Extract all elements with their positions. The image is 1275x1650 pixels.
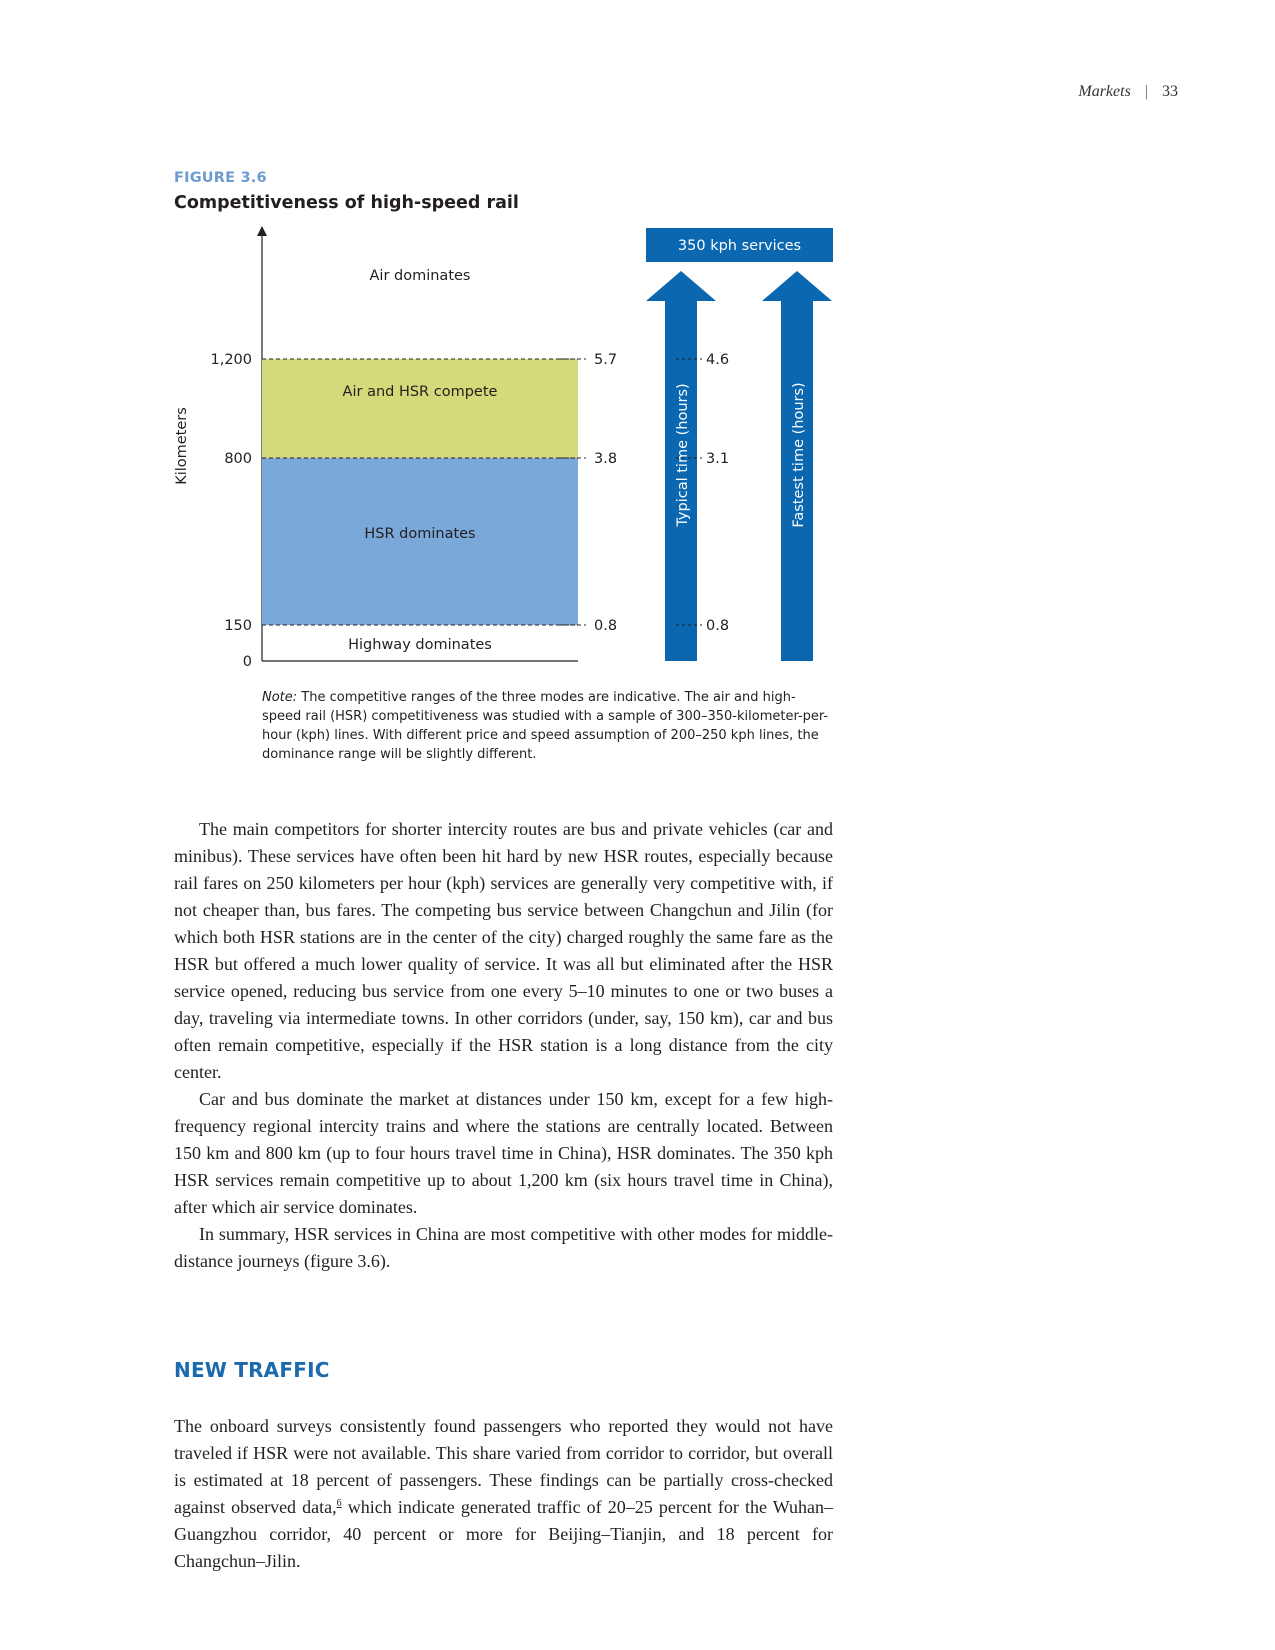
time-values	[560, 352, 729, 634]
running-head	[1078, 83, 1178, 101]
body-text-section-1	[174, 816, 833, 1275]
y-tick-label-150: 150	[224, 618, 252, 634]
time-value-label: 0.8	[594, 618, 618, 634]
figure-label: FIGURE 3.6	[174, 170, 267, 186]
paragraph-3: In summary, HSR services in China are most competitive with other modes for middle-distance journeys (figure 3.6).	[174, 1224, 833, 1271]
page-number: 33	[1162, 83, 1178, 100]
figure-note-text: The competitive ranges of the three modes are indicative. The air and high-speed rail (HSR) competitiveness was studied with a sample of 300–350-kilometer-per-hour (kph) lines. With different price and speed assumption of 200–250 kph lines, the dominance range will be slightly different.	[262, 690, 829, 762]
zone-label-air-dominates: Air dominates	[369, 268, 471, 284]
running-head-section: Markets	[1078, 83, 1131, 100]
y-tick-label-1200: 1,200	[210, 352, 252, 368]
time-value-label: 3.1	[706, 451, 730, 467]
time-value-label: 0.8	[706, 618, 730, 634]
time-value-label: 5.7	[594, 352, 618, 368]
zone-label-highway-dominates: Highway dominates	[348, 637, 492, 653]
time-value-label: 3.8	[594, 451, 618, 467]
zone-air-hsr-compete	[262, 359, 578, 458]
typical-time-label: Typical time (hours)	[675, 383, 691, 527]
time-value-label: 4.6	[706, 352, 730, 368]
zone-label-hsr-dominates: HSR dominates	[364, 526, 476, 542]
paragraph-4-part-a: The onboard surveys consistently found passengers who reported they would not have traveled if HSR were not available. This share varied from corridor to corridor, but overall is estimated at 18 percent of passengers. These findings can be partially cross-checked against observed data,	[174, 1416, 833, 1517]
running-head-separator: |	[1144, 83, 1148, 100]
section-heading: NEW TRAFFIC	[174, 1358, 330, 1382]
fastest-time-label: Fastest time (hours)	[791, 382, 807, 528]
figure-title: Competitiveness of high-speed rail	[174, 193, 519, 213]
paragraph-1: The main competitors for shorter intercity routes are bus and private vehicles (car and minibus). These services have often been hit hard by new HSR routes, especially because rail fares on 250 kilometers per hour (kph) services are generally very competitive with, if not cheaper than, bus fares. The competing bus service between Changchun and Jilin (for which both HSR stations are in the center of the city) charged roughly the same fare as the HSR but offered a much lower quality of service. It was all but eliminated after the HSR service opened, reducing bus service from one every 5–10 minutes to one or two buses a day, traveling via intermediate towns. In other corridors (under, say, 150 km), car and bus often remain competitive, especially if the HSR station is a long distance from the city center.	[174, 819, 833, 1082]
y-tick-label-0: 0	[242, 654, 252, 670]
y-axis-arrowhead	[257, 226, 267, 236]
y-tick-label-800: 800	[224, 451, 252, 467]
body-text-section-2	[174, 1413, 833, 1575]
paragraph-4-part-b: which indicate generated traffic of 20–25 percent for the Wuhan–Guangzhou corridor, 40 percent or more for Beijing–Tianjin, and 18 percent for Changchun–Jilin.	[174, 1497, 833, 1571]
y-axis-label: Kilometers	[174, 407, 190, 485]
figure-note-lead: Note:	[262, 690, 298, 705]
competitiveness-chart	[160, 220, 840, 670]
figure-note	[262, 688, 832, 764]
service-label: 350 kph services	[677, 238, 802, 254]
zone-label-air-hsr-compete: Air and HSR compete	[342, 384, 498, 400]
paragraph-4	[174, 1413, 833, 1575]
paragraph-2: Car and bus dominate the market at distances under 150 km, except for a few high-frequency regional intercity trains and where the stations are centrally located. Between 150 km and 800 km (up to four hours travel time in China), HSR dominates. The 350 kph HSR services remain competitive up to about 1,200 km (six hours travel time in China), after which air service dominates.	[174, 1089, 833, 1217]
endnote-ref-6[interactable]: 6	[336, 1498, 342, 1509]
